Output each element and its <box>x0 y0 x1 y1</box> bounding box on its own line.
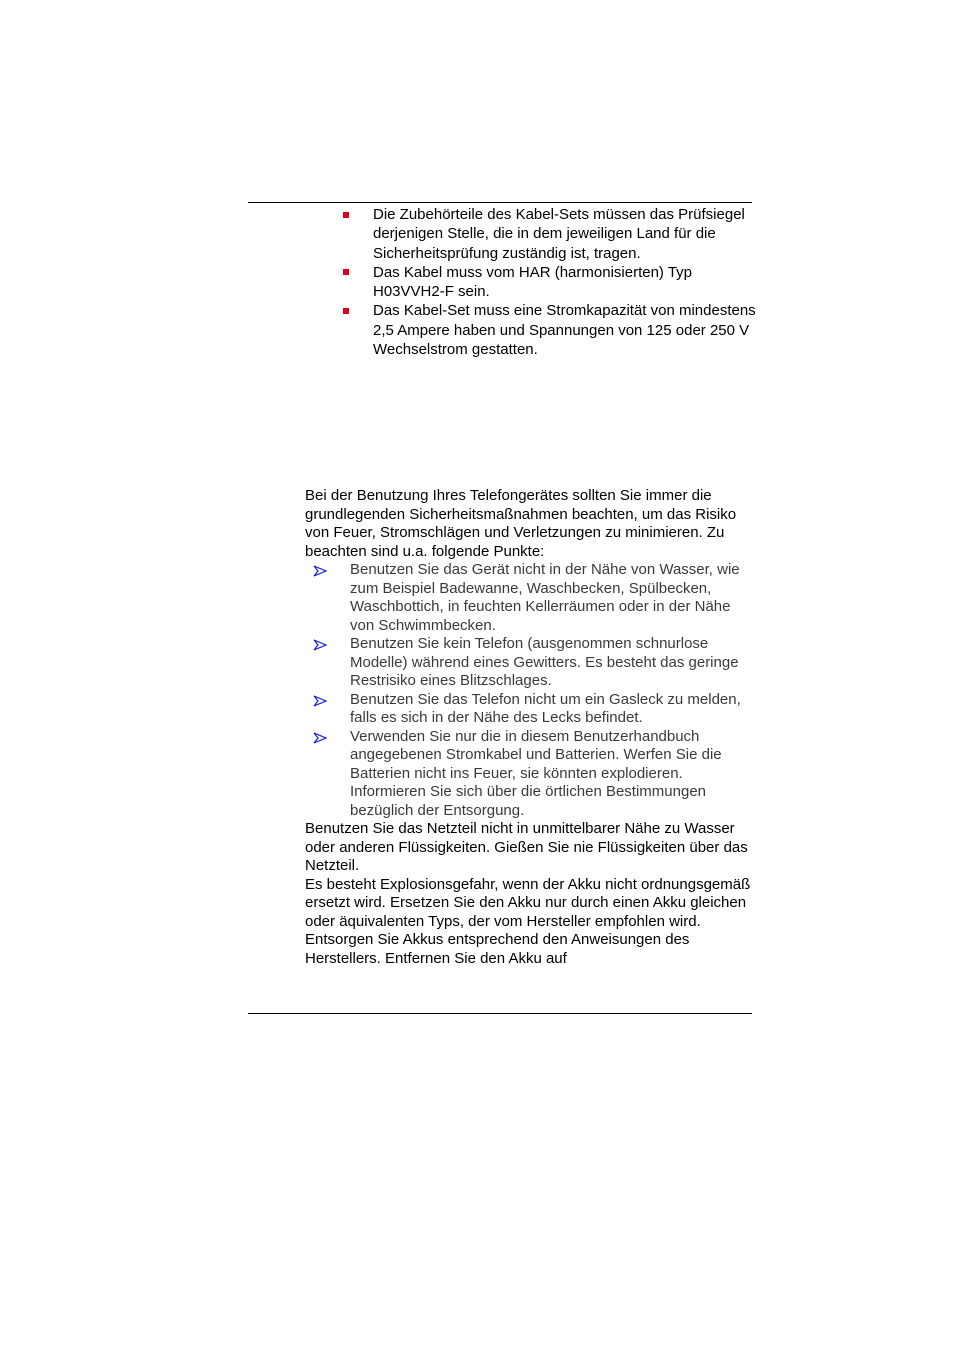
list-item <box>305 635 755 691</box>
list-item <box>305 561 755 635</box>
list-item <box>341 205 761 263</box>
blue-arrow-bullet-icon <box>313 565 327 577</box>
list-item <box>341 301 761 359</box>
safety-intro: Bei der Benutzung Ihres Telefongerätes sollten Sie immer die grundlegenden Sicherheitsmaßnahmen beachten, um das Risiko von Feuer, Stromschlägen und Verletzungen zu minimieren. Zu beachten sind u.a. folgende Punkte: <box>305 487 737 560</box>
list-item-text: Die Zubehörteile des Kabel-Sets müssen das Prüfsiegel derjenigen Stelle, die in dem jeweiligen Land für die Sicherheitsprüfung zuständig ist, tragen. <box>373 206 745 262</box>
list-item-text: Das Kabel-Set muss eine Stromkapazität von mindestens 2,5 Ampere haben und Spannungen von 125 oder 250 V Wechselstrom gestatten. <box>373 302 756 359</box>
red-square-bullet-icon <box>343 269 349 275</box>
red-square-bullet-icon <box>343 308 349 314</box>
list-item <box>305 728 755 821</box>
safety-points-list <box>305 561 755 820</box>
blue-arrow-bullet-icon <box>313 732 327 744</box>
list-item-text: Benutzen Sie kein Telefon (ausgenommen schnurlose Modelle) während eines Gewitters. Es besteht das geringe Restrisiko eines Blitzschlages. <box>350 635 739 689</box>
red-square-bullet-icon <box>343 212 349 218</box>
blue-arrow-bullet-icon <box>313 695 327 707</box>
header-rule <box>248 202 752 203</box>
safety-section <box>305 487 755 968</box>
list-item-text: Benutzen Sie das Telefon nicht um ein Gasleck zu melden, falls es sich in der Nähe des Lecks befindet. <box>350 690 741 726</box>
adapter-warning: Benutzen Sie das Netzteil nicht in unmittelbarer Nähe zu Wasser oder anderen Flüssigkeiten. Gießen Sie nie Flüssigkeiten über das Netzteil. <box>305 820 748 874</box>
cable-requirements-list <box>341 205 761 359</box>
blue-arrow-bullet-icon <box>313 639 327 651</box>
list-item-text: Verwenden Sie nur die in diesem Benutzerhandbuch angegebenen Stromkabel und Batterien. Werfen Sie die Batterien nicht ins Feuer, sie könnten explodieren. Informieren Sie sich über die örtlichen Bestimmungen bezüglich der Entsorgung. <box>350 727 722 819</box>
list-item <box>341 263 761 302</box>
list-item-text: Das Kabel muss vom HAR (harmonisierten) Typ H03VVH2-F sein. <box>373 263 692 301</box>
list-item-text: Benutzen Sie das Gerät nicht in der Nähe von Wasser, wie zum Beispiel Badewanne, Waschbecken, Spülbecken, Waschbottich, in feuchten Kellerräumen oder in der Nähe von Schwimmbecken. <box>350 561 740 634</box>
list-item <box>305 691 755 728</box>
footer-rule <box>248 1013 752 1014</box>
battery-warning: Es besteht Explosionsgefahr, wenn der Akku nicht ordnungsgemäß ersetzt wird. Ersetzen Sie den Akku nur durch einen Akku gleichen oder äquivalenten Typs, der vom Hersteller empfohlen wird. Entsorgen Sie Akkus entsprechend den Anweisungen des Herstellers. Entfernen Sie den Akku auf <box>305 875 751 967</box>
